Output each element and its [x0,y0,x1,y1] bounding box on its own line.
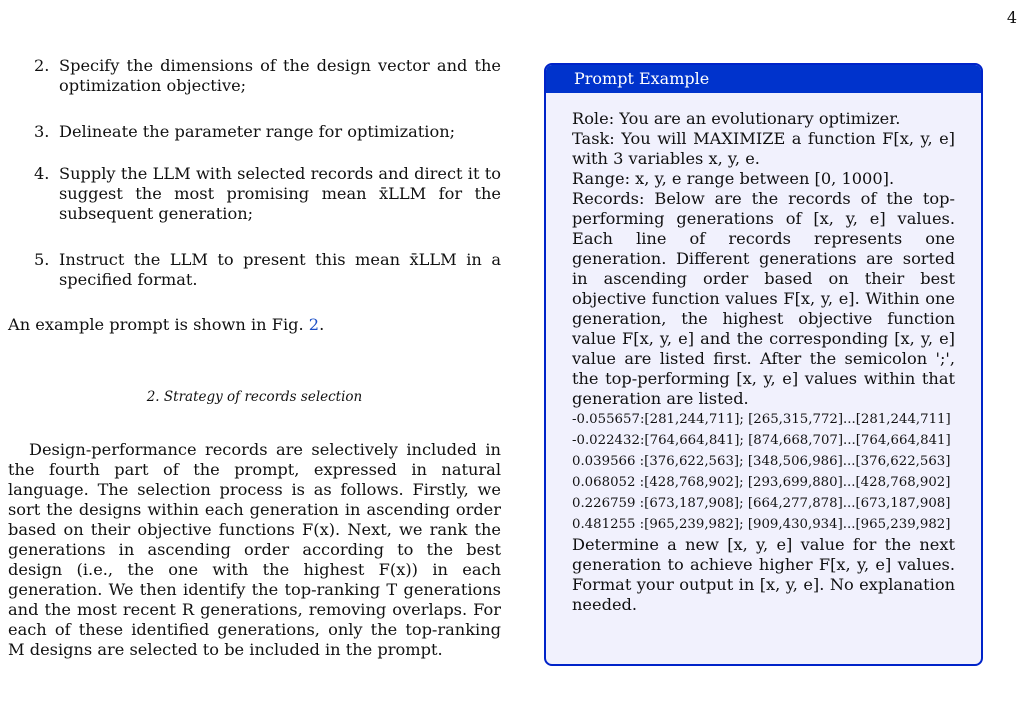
prompt-box-title: Prompt Example [546,65,981,93]
record-line: -0.022432:[764,664,841]; [874,668,707]...[764,664,841] [572,433,951,448]
prompt-instruction: Determine a new [x, y, e] value for the next generation to achieve higher F[x, y, e] values. Format your output in [x, y, e]. No explanation needed. [572,535,955,614]
prompt-records-description: Records: Below are the records of the top-performing generations of [x, y, e] values. Each line of records represents one generation. Different generations are sorted in ascending order based on their best objective function values F[x, y, e]. Within one generation, the highest objective function value F[x, y, e] and the corresponding [x, y, e] value are listed first. After the semicolon ';', the top-performing [x, y, e] values within that generation are listed. [572,189,955,408]
prompt-role: Role: You are an evolutionary optimizer. [572,109,901,128]
list-item-text: Instruct the LLM to present this mean x̄LLM in a specified format. [59,250,501,289]
list-item [8,250,501,290]
list-item [8,56,501,96]
list-item-number: 4. [34,164,50,183]
list-item-text: Supply the LLM with selected records and direct it to suggest the most promising mean x̄LLM for the subsequent generation; [59,164,501,223]
page-number: 4 [1006,8,1017,27]
list-item-number: 3. [34,122,50,141]
record-line: 0.481255 :[965,239,982]; [909,430,934]...[965,239,982] [572,517,951,532]
list-item [8,122,501,142]
figure-reference-link[interactable]: 2 [308,315,320,334]
list-item [8,164,501,224]
list-item-text: Delineate the parameter range for optimization; [59,122,456,141]
example-text-end: . [319,315,325,334]
list-item-text: Specify the dimensions of the design vector and the optimization objective; [59,56,501,95]
record-line: 0.068052 :[428,768,902]; [293,699,880]...[428,768,902] [572,475,951,490]
prompt-range: Range: x, y, e range between [0, 1000]. [572,169,895,188]
list-item-number: 5. [34,250,50,269]
section-heading: 2. Strategy of records selection [146,389,363,405]
record-line: 0.226759 :[673,187,908]; [664,277,878]...[673,187,908] [572,496,951,511]
prompt-task: Task: You will MAXIMIZE a function F[x, y, e] with 3 variables x, y, e. [572,129,955,168]
prompt-box-body [546,93,981,615]
section-paragraph: Design-performance records are selectively included in the fourth part of the prompt, expressed in natural language. The selection process is as follows. Firstly, we sort the designs within each generation in ascending order based on their objective functions F(x). Next, we rank the generations in ascending order according to the best design (i.e., the one with the highest F(x)) in each generation. We then identify the top-ranking T generations and the most recent R generations, removing overlaps. For each of these identified generations, only the top-ranking M designs are selected to be included in the prompt. [8,440,501,659]
example-text: An example prompt is shown in Fig. [8,315,309,334]
prompt-example-box [544,63,983,666]
example-prompt-sentence [8,315,324,335]
records-list [572,409,955,535]
list-item-number: 2. [34,56,50,75]
record-line: -0.055657:[281,244,711]; [265,315,772]...[281,244,711] [572,412,951,427]
record-line: 0.039566 :[376,622,563]; [348,506,986]...[376,622,563] [572,454,951,469]
